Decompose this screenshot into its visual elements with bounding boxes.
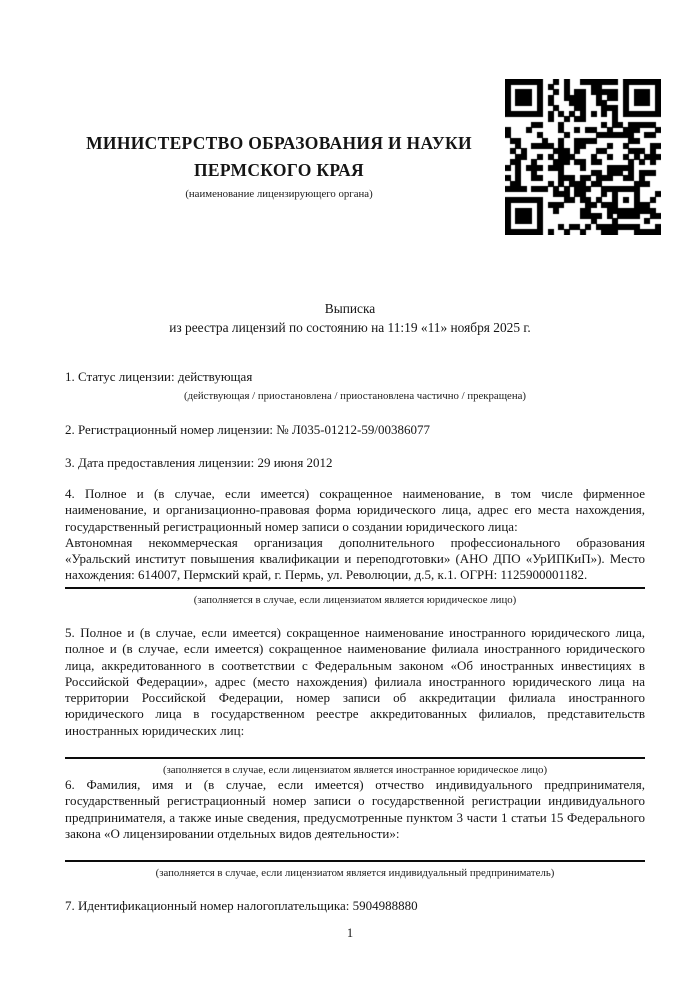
individual-entrepreneur-caption: (заполняется в случае, если лицензиатом является индивидуальный предприниматель) <box>155 867 555 880</box>
registration-number-text: 2. Регистрационный номер лицензии: № Л035-01212-59/00386077 <box>65 422 431 437</box>
legal-entity-intro: 4. Полное и (в случае, если имеется) сокращенное наименование, в том числе фирменное наименование, и организационно-правовая форма юридического лица, адрес его места нахождения, государственный регистрационный номер записи о создании юридического лица: <box>65 486 645 534</box>
item-taxpayer-number <box>65 898 645 914</box>
item-individual-entrepreneur <box>65 777 645 881</box>
foreign-entity-caption: (заполняется в случае, если лицензиатом является иностранное юридическое лицо) <box>162 764 548 777</box>
individual-entrepreneur-intro: 6. Фамилия, имя и (в случае, если имеется) отчество индивидуального предпринимателя, государственный регистрационный номер записи о государственной регистрации индивидуального предпринимателя, а также иные сведения, предусмотренные пунктом 3 части 1 статьи 15 Федерального закона «О лицензировании отдельных видов деятельности»: <box>65 777 645 841</box>
foreign-entity-intro: 5. Полное и (в случае, если имеется) сокращенное наименование иностранного юридического лица, полное и (в случае, если имеется) сокращенное наименование филиала иностранного юридического лица, аккредитованного в соответствии с Федеральным законом «Об иностранных инвестициях в Российской Федерации», адрес (место нахождения) филиала иностранного юридического лица на территории Российской Федерации, номер записи об аккредитации филиала иностранного юридического лица в государственном реестре аккредитованных филиалов, представительств иностранных юридических лиц: <box>65 625 645 738</box>
ministry-name-line1: МИНИСТЕРСТВО ОБРАЗОВАНИЯ И НАУКИ <box>86 133 472 153</box>
item-license-status <box>65 369 645 405</box>
document-title <box>60 299 640 337</box>
ministry-caption: (наименование лицензирующего органа) <box>185 188 373 200</box>
qr-code <box>505 79 661 235</box>
item-legal-entity <box>65 486 645 608</box>
license-status-text: 1. Статус лицензии: действующая <box>65 369 253 384</box>
legal-entity-value: Автономная некоммерческая организация дополнительного профессионального образования «Уральский институт повышения квалификации и переподготовки» (АНО ДПО «УрИПКиП»). Место нахождения: 614007, Пермский край, г. Пермь, ул. Революции, д.5, к.1. ОГРН: 1125900001182. <box>65 534 645 583</box>
item-registration-number <box>65 422 645 438</box>
foreign-entity-rule <box>65 757 645 759</box>
document-title-line2: из реестра лицензий по состоянию на 11:19 «11» ноября 2025 г. <box>169 320 531 335</box>
legal-entity-rule <box>65 587 645 589</box>
taxpayer-number-text: 7. Идентификационный номер налогоплательщика: 5904988880 <box>65 898 418 913</box>
licensing-authority-header <box>63 130 495 200</box>
document-title-line1: Выписка <box>324 301 376 316</box>
legal-entity-caption: (заполняется в случае, если лицензиатом является юридическое лицо) <box>193 593 517 606</box>
ministry-name-line2: ПЕРМСКОГО КРАЯ <box>194 160 364 180</box>
item-license-date <box>65 455 645 471</box>
item-foreign-entity <box>65 625 645 778</box>
page-number: 1 <box>346 926 354 940</box>
license-date-text: 3. Дата предоставления лицензии: 29 июня 2012 <box>65 455 333 470</box>
individual-entrepreneur-rule <box>65 860 645 862</box>
license-status-caption: (действующая / приостановлена / приостановлена частично / прекращена) <box>184 390 526 403</box>
